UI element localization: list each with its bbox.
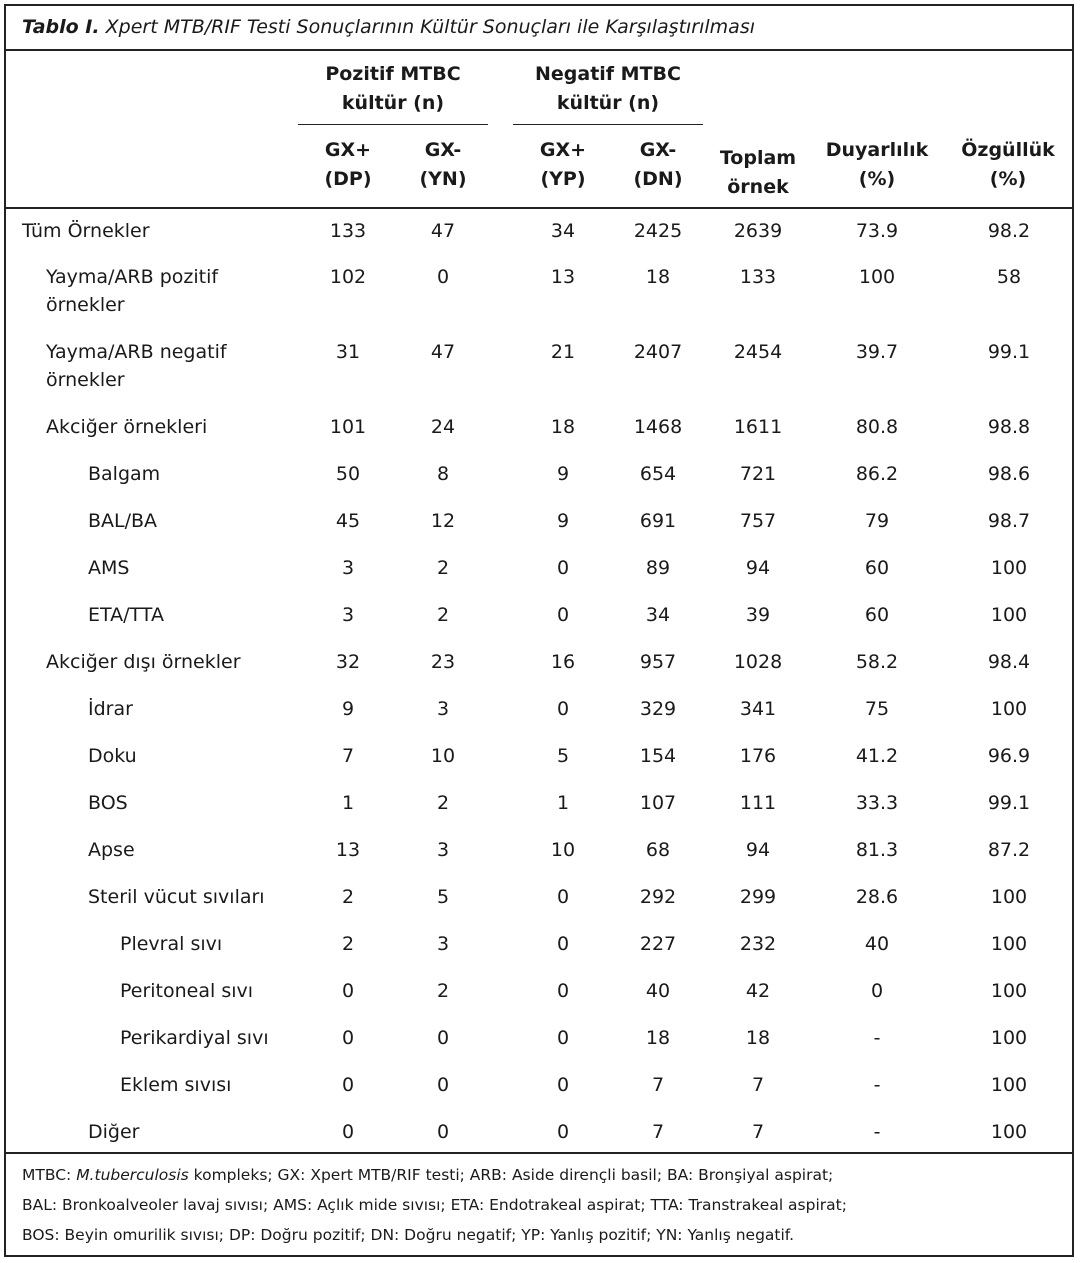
cell-gx-pos-yp: 21: [550, 341, 576, 363]
cell-gx-neg-yn: 47: [430, 220, 456, 242]
header-gx-pos-dp: GX+ (DP): [324, 139, 372, 190]
cell-gx-neg-dn: 691: [639, 510, 677, 532]
cell-gx-neg-dn: 654: [639, 463, 677, 485]
cell-ozgulluk: 100: [990, 1121, 1028, 1143]
cell-gx-pos-dp: 50: [335, 463, 361, 485]
cell-ozgulluk: 100: [990, 933, 1028, 955]
cell-gx-neg-yn: 2: [436, 980, 450, 1002]
cell-ozgulluk: 100: [990, 604, 1028, 626]
cell-gx-pos-dp: 101: [329, 416, 367, 438]
row-label: Steril vücut sıvıları: [88, 886, 265, 908]
cell-gx-neg-dn: 18: [645, 266, 671, 288]
cell-gx-pos-yp: 0: [556, 1027, 570, 1049]
cell-gx-pos-yp: 0: [556, 886, 570, 908]
header-gx-neg-yn: GX- (YN): [419, 139, 467, 190]
cell-gx-neg-yn: 2: [436, 792, 450, 814]
cell-gx-pos-yp: 34: [550, 220, 576, 242]
cell-gx-pos-dp: 31: [335, 341, 361, 363]
footnote-text: kompleks; GX: Xpert MTB/RIF testi; ARB: Aside dirençli basil; BA: Bronşiyal aspirat;: [188, 1166, 834, 1184]
cell-ozgulluk: 96.9: [987, 745, 1031, 767]
cell-ozgulluk: 98.6: [987, 463, 1031, 485]
table-title: [22, 16, 755, 38]
cell-duyarlilik: 60: [864, 557, 890, 579]
cell-duyarlilik: 73.9: [855, 220, 899, 242]
cell-gx-pos-dp: 32: [335, 651, 361, 673]
cell-gx-neg-dn: 1468: [633, 416, 683, 438]
cell-duyarlilik: 39.7: [855, 341, 899, 363]
cell-ozgulluk: 99.1: [987, 792, 1031, 814]
cell-gx-pos-yp: 18: [550, 416, 576, 438]
cell-duyarlilik: 40: [864, 933, 890, 955]
cell-gx-neg-yn: 0: [436, 266, 450, 288]
cell-duyarlilik: 79: [864, 510, 890, 532]
cell-gx-neg-dn: 34: [645, 604, 671, 626]
cell-gx-neg-yn: 3: [436, 698, 450, 720]
cell-toplam: 7: [751, 1121, 765, 1143]
footnote-line-1: [22, 1160, 847, 1190]
row-label: Diğer: [88, 1121, 140, 1143]
footnote-text: MTBC:: [22, 1166, 77, 1184]
cell-gx-pos-dp: 1: [341, 792, 355, 814]
cell-duyarlilik: 0: [870, 980, 884, 1002]
cell-ozgulluk: 99.1: [987, 341, 1031, 363]
cell-gx-neg-yn: 12: [430, 510, 456, 532]
cell-ozgulluk: 98.8: [987, 416, 1031, 438]
cell-gx-neg-yn: 0: [436, 1121, 450, 1143]
cell-toplam: 133: [739, 266, 777, 288]
row-label: Eklem sıvısı: [120, 1074, 232, 1096]
cell-gx-neg-yn: 5: [436, 886, 450, 908]
row-label: Balgam: [88, 463, 161, 485]
table-caption: Xpert MTB/RIF Testi Sonuçlarının Kültür Sonuçları ile Karşılaştırılması: [105, 16, 756, 38]
row-label: Yayma/ARB negatif örnekler: [46, 341, 227, 391]
cell-gx-neg-dn: 18: [645, 1027, 671, 1049]
cell-ozgulluk: 98.2: [987, 220, 1031, 242]
row-label: Akciğer örnekleri: [46, 416, 208, 438]
cell-ozgulluk: 100: [990, 886, 1028, 908]
cell-gx-neg-yn: 3: [436, 933, 450, 955]
cell-toplam: 721: [739, 463, 777, 485]
cell-gx-neg-dn: 40: [645, 980, 671, 1002]
cell-toplam: 1611: [733, 416, 783, 438]
header-rule: [6, 207, 1072, 209]
cell-gx-pos-yp: 0: [556, 980, 570, 1002]
cell-duyarlilik: 58.2: [855, 651, 899, 673]
row-label: Akciğer dışı örnekler: [46, 651, 241, 673]
row-label: ETA/TTA: [88, 604, 164, 626]
cell-gx-neg-yn: 10: [430, 745, 456, 767]
cell-toplam: 42: [745, 980, 771, 1002]
cell-gx-pos-dp: 2: [341, 886, 355, 908]
row-label: AMS: [88, 557, 130, 579]
row-label: Tüm Örnekler: [22, 220, 150, 242]
cell-duyarlilik: 75: [864, 698, 890, 720]
cell-gx-neg-dn: 2425: [633, 220, 683, 242]
cell-gx-pos-dp: 2: [341, 933, 355, 955]
cell-gx-pos-dp: 0: [341, 1121, 355, 1143]
header-toplam: Toplam örnek: [719, 147, 797, 198]
cell-duyarlilik: -: [873, 1121, 881, 1143]
cell-gx-neg-dn: 7: [651, 1121, 665, 1143]
footnote: [22, 1160, 847, 1250]
cell-gx-neg-dn: 957: [639, 651, 677, 673]
cell-toplam: 18: [745, 1027, 771, 1049]
cell-gx-pos-yp: 9: [556, 463, 570, 485]
row-label: Doku: [88, 745, 137, 767]
header-duyarlilik: Duyarlılık (%): [825, 139, 929, 190]
cell-gx-pos-dp: 102: [329, 266, 367, 288]
cell-gx-neg-yn: 2: [436, 557, 450, 579]
cell-toplam: 757: [739, 510, 777, 532]
cell-gx-neg-dn: 292: [639, 886, 677, 908]
cell-toplam: 94: [745, 557, 771, 579]
cell-toplam: 299: [739, 886, 777, 908]
cell-gx-pos-dp: 45: [335, 510, 361, 532]
cell-gx-neg-dn: 329: [639, 698, 677, 720]
cell-duyarlilik: 33.3: [855, 792, 899, 814]
row-label: İdrar: [88, 698, 133, 720]
footer-rule: [6, 1152, 1072, 1154]
cell-toplam: 111: [739, 792, 777, 814]
cell-ozgulluk: 98.7: [987, 510, 1031, 532]
cell-toplam: 2639: [733, 220, 783, 242]
cell-toplam: 39: [745, 604, 771, 626]
header-negative-culture: Negatif MTBC kültür (n): [535, 63, 681, 114]
cell-toplam: 176: [739, 745, 777, 767]
cell-duyarlilik: 60: [864, 604, 890, 626]
cell-gx-neg-dn: 7: [651, 1074, 665, 1096]
cell-gx-pos-yp: 1: [556, 792, 570, 814]
cell-ozgulluk: 100: [990, 1027, 1028, 1049]
cell-gx-neg-yn: 23: [430, 651, 456, 673]
cell-toplam: 232: [739, 933, 777, 955]
footnote-line-3: BOS: Beyin omurilik sıvısı; DP: Doğru pozitif; DN: Doğru negatif; YP: Yanlış pozitif; YN: Yanlış negatif.: [22, 1226, 795, 1244]
cell-gx-neg-dn: 107: [639, 792, 677, 814]
header-ozgulluk: Özgüllük (%): [961, 139, 1055, 190]
row-label: Apse: [88, 839, 135, 861]
cell-gx-neg-dn: 227: [639, 933, 677, 955]
cell-gx-neg-yn: 3: [436, 839, 450, 861]
negative-group-rule: [513, 124, 703, 125]
row-label: Yayma/ARB pozitif örnekler: [46, 266, 219, 316]
cell-gx-neg-yn: 47: [430, 341, 456, 363]
cell-gx-pos-dp: 0: [341, 1074, 355, 1096]
cell-gx-neg-yn: 24: [430, 416, 456, 438]
cell-gx-pos-yp: 9: [556, 510, 570, 532]
cell-gx-neg-dn: 154: [639, 745, 677, 767]
cell-gx-neg-dn: 68: [645, 839, 671, 861]
cell-duyarlilik: 28.6: [855, 886, 899, 908]
cell-ozgulluk: 58: [996, 266, 1022, 288]
cell-gx-pos-yp: 13: [550, 266, 576, 288]
cell-gx-pos-dp: 0: [341, 1027, 355, 1049]
cell-gx-pos-yp: 0: [556, 1121, 570, 1143]
footnote-line-2: BAL: Bronkoalveoler lavaj sıvısı; AMS: Açlık mide sıvısı; ETA: Endotrakeal aspirat; TTA: Transtrakeal aspirat;: [22, 1196, 847, 1214]
cell-gx-pos-yp: 0: [556, 1074, 570, 1096]
cell-gx-pos-dp: 3: [341, 604, 355, 626]
cell-gx-pos-dp: 7: [341, 745, 355, 767]
cell-ozgulluk: 98.4: [987, 651, 1031, 673]
positive-group-rule: [298, 124, 488, 125]
cell-gx-neg-yn: 2: [436, 604, 450, 626]
row-label: Perikardiyal sıvı: [120, 1027, 269, 1049]
cell-gx-neg-yn: 8: [436, 463, 450, 485]
row-label: Plevral sıvı: [120, 933, 223, 955]
cell-duyarlilik: -: [873, 1027, 881, 1049]
header-gx-pos-yp: GX+ (YP): [539, 139, 587, 190]
cell-duyarlilik: 80.8: [855, 416, 899, 438]
cell-toplam: 94: [745, 839, 771, 861]
cell-gx-pos-yp: 10: [550, 839, 576, 861]
cell-gx-neg-yn: 0: [436, 1027, 450, 1049]
row-label: BOS: [88, 792, 128, 814]
cell-duyarlilik: -: [873, 1074, 881, 1096]
cell-gx-pos-yp: 0: [556, 933, 570, 955]
cell-ozgulluk: 100: [990, 1074, 1028, 1096]
cell-gx-pos-dp: 3: [341, 557, 355, 579]
cell-ozgulluk: 100: [990, 980, 1028, 1002]
cell-gx-neg-dn: 89: [645, 557, 671, 579]
cell-gx-pos-dp: 13: [335, 839, 361, 861]
cell-gx-pos-dp: 0: [341, 980, 355, 1002]
cell-toplam: 341: [739, 698, 777, 720]
cell-toplam: 2454: [733, 341, 783, 363]
cell-ozgulluk: 87.2: [987, 839, 1031, 861]
cell-gx-pos-yp: 0: [556, 604, 570, 626]
footnote-italic: M.tuberculosis: [76, 1166, 189, 1184]
title-rule: [6, 49, 1072, 51]
cell-gx-pos-yp: 0: [556, 557, 570, 579]
row-label: Peritoneal sıvı: [120, 980, 254, 1002]
cell-toplam: 7: [751, 1074, 765, 1096]
cell-gx-pos-yp: 16: [550, 651, 576, 673]
cell-duyarlilik: 41.2: [855, 745, 899, 767]
cell-ozgulluk: 100: [990, 698, 1028, 720]
cell-ozgulluk: 100: [990, 557, 1028, 579]
table-number: Tablo I.: [22, 16, 100, 38]
cell-duyarlilik: 81.3: [855, 839, 899, 861]
cell-gx-pos-dp: 9: [341, 698, 355, 720]
cell-gx-neg-yn: 0: [436, 1074, 450, 1096]
cell-duyarlilik: 100: [858, 266, 896, 288]
header-positive-culture: Pozitif MTBC kültür (n): [325, 63, 461, 114]
cell-gx-pos-yp: 5: [556, 745, 570, 767]
row-label: BAL/BA: [88, 510, 158, 532]
cell-duyarlilik: 86.2: [855, 463, 899, 485]
cell-toplam: 1028: [733, 651, 783, 673]
header-gx-neg-dn: GX- (DN): [633, 139, 683, 190]
cell-gx-pos-yp: 0: [556, 698, 570, 720]
cell-gx-pos-dp: 133: [329, 220, 367, 242]
cell-gx-neg-dn: 2407: [633, 341, 683, 363]
